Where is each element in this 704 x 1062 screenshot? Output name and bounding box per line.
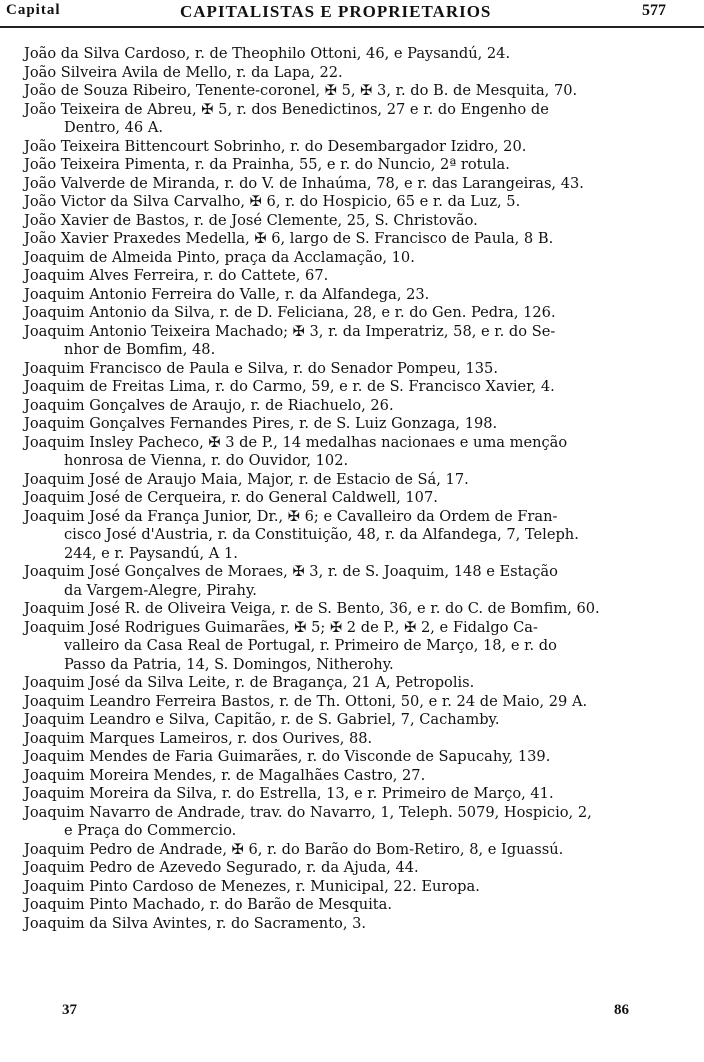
entry-continuation-line: Dentro, 46 A. — [64, 119, 164, 136]
signature-mark: 86 — [614, 1002, 629, 1018]
directory-entry — [24, 841, 674, 860]
directory-entry — [24, 508, 674, 564]
directory-entry — [24, 748, 674, 767]
entry-line: Joaquim Gonçalves de Araujo, r. de Riachuelo, 26. — [24, 396, 394, 414]
directory-entry — [24, 804, 674, 841]
directory-entry — [24, 859, 674, 878]
directory-entry — [24, 563, 674, 600]
directory-entry — [24, 193, 674, 212]
directory-entry — [24, 378, 674, 397]
entry-line: João da Silva Cardoso, r. de Theophilo Ottoni, 46, e Paysandú, 24. — [24, 45, 511, 62]
directory-entry — [24, 267, 674, 286]
page-number: 577 — [642, 2, 666, 19]
entry-line: Joaquim Antonio Teixeira Machado; ✠ 3, r. da Imperatriz, 58, e r. do Se- — [24, 322, 556, 340]
entry-line: Joaquim Francisco de Paula e Silva, r. do Senador Pompeu, 135. — [24, 359, 498, 377]
entry-line: João Teixeira de Abreu, ✠ 5, r. dos Benedictinos, 27 e r. do Engenho de — [24, 100, 549, 118]
directory-entry — [24, 230, 674, 249]
entry-line: Joaquim Antonio da Silva, r. de D. Feliciana, 28, e r. do Gen. Pedra, 126. — [24, 304, 556, 321]
entry-line: Joaquim José da Silva Leite, r. de Bragança, 21 A, Petropolis. — [24, 674, 475, 691]
entry-line: Joaquim de Almeida Pinto, praça da Acclamação, 10. — [24, 248, 415, 266]
entry-line: Joaquim José Gonçalves de Moraes, ✠ 3, r. de S. Joaquim, 148 e Estação — [24, 563, 558, 580]
entry-line: João Valverde de Miranda, r. do V. de Inhaúma, 78, e r. das Larangeiras, 43. — [24, 174, 584, 192]
directory-entry — [24, 360, 674, 379]
entry-line: João de Souza Ribeiro, Tenente-coronel, ✠ 5, ✠ 3, r. do B. de Mesquita, 70. — [24, 82, 578, 99]
entry-line: Joaquim Gonçalves Fernandes Pires, r. de S. Luiz Gonzaga, 198. — [24, 415, 498, 432]
entry-line: Joaquim Navarro de Andrade, trav. do Navarro, 1, Teleph. 5079, Hospicio, 2, — [24, 803, 592, 821]
page-footer — [0, 1002, 704, 1024]
directory-entry — [24, 785, 674, 804]
entry-line: Joaquim Alves Ferreira, r. do Cattete, 67. — [24, 267, 329, 284]
entry-line: Joaquim Mendes de Faria Guimarães, r. do Visconde de Sapucahy, 139. — [24, 748, 551, 765]
entry-continuation-line: valleiro da Casa Real de Portugal, r. Primeiro de Março, 18, e r. do — [64, 637, 557, 654]
directory-entry — [24, 249, 674, 268]
directory-entry — [24, 471, 674, 490]
directory-entry — [24, 896, 674, 915]
directory-entry — [24, 175, 674, 194]
directory-entry — [24, 156, 674, 175]
entry-line: Joaquim Moreira Mendes, r. de Magalhães Castro, 27. — [24, 766, 426, 784]
directory-entry — [24, 489, 674, 508]
directory-entry — [24, 82, 674, 101]
entry-line: Joaquim Antonio Ferreira do Valle, r. da Alfandega, 23. — [24, 285, 430, 303]
entry-line: Joaquim Leandro Ferreira Bastos, r. de Th. Ottoni, 50, e r. 24 de Maio, 29 A. — [24, 692, 588, 710]
entry-continuation-line: e Praça do Commercio. — [64, 822, 237, 839]
entry-line: João Teixeira Pimenta, r. da Prainha, 55, e r. do Nuncio, 2ª rotula. — [24, 156, 510, 173]
entry-line: Joaquim José de Cerqueira, r. do General Caldwell, 107. — [24, 489, 438, 506]
directory-entry — [24, 767, 674, 786]
entry-line: Joaquim Pedro de Azevedo Segurado, r. da Ajuda, 44. — [24, 859, 419, 876]
page-header — [0, 0, 704, 28]
entry-continuation-line: da Vargem-Alegre, Pirahy. — [64, 581, 257, 599]
entry-continuation-line: Passo da Patria, 14, S. Domingos, Nitherohy. — [64, 655, 394, 673]
entry-line: João Xavier Praxedes Medella, ✠ 6, largo de S. Francisco de Paula, 8 B. — [24, 230, 554, 247]
directory-entry — [24, 693, 674, 712]
directory-entry — [24, 138, 674, 157]
entry-line: Joaquim José Rodrigues Guimarães, ✠ 5; ✠ 2 de P., ✠ 2, e Fidalgo Ca- — [24, 618, 538, 636]
entry-line: Joaquim Pedro de Andrade, ✠ 6, r. do Barão do Bom-Retiro, 8, e Iguassú. — [24, 840, 564, 858]
entry-line: João Xavier de Bastos, r. de José Clemente, 25, S. Christovão. — [24, 211, 478, 229]
directory-entry — [24, 286, 674, 305]
directory-entry — [24, 730, 674, 749]
directory-entry — [24, 619, 674, 675]
directory-entries — [24, 45, 674, 933]
entry-line: Joaquim da Silva Avintes, r. do Sacramento, 3. — [24, 914, 367, 932]
entry-line: Joaquim de Freitas Lima, r. do Carmo, 59, e r. de S. Francisco Xavier, 4. — [24, 378, 555, 395]
directory-entry — [24, 915, 674, 934]
entry-line: Joaquim Pinto Cardoso de Menezes, r. Municipal, 22. Europa. — [24, 877, 480, 895]
directory-entry — [24, 212, 674, 231]
entry-continuation-line: 244, e r. Paysandú, A 1. — [64, 544, 238, 562]
entry-continuation-line: nhor de Bomfim, 48. — [64, 341, 216, 358]
header-section: Capital — [6, 2, 61, 18]
signature-number: 37 — [62, 1002, 77, 1018]
directory-entry — [24, 45, 674, 64]
directory-entry — [24, 711, 674, 730]
entry-line: Joaquim José da França Junior, Dr., ✠ 6; e Cavalleiro da Ordem de Fran- — [24, 507, 558, 525]
entry-line: Joaquim Insley Pacheco, ✠ 3 de P., 14 medalhas nacionaes e uma menção — [24, 433, 568, 451]
directory-entry — [24, 323, 674, 360]
entry-line: Joaquim José de Araujo Maia, Major, r. de Estacio de Sá, 17. — [24, 470, 469, 488]
entry-line: Joaquim Moreira da Silva, r. do Estrella, 13, e r. Primeiro de Março, 41. — [24, 785, 554, 802]
directory-entry — [24, 101, 674, 138]
directory-entry — [24, 878, 674, 897]
entry-continuation-line: honrosa de Vienna, r. do Ouvidor, 102. — [64, 452, 349, 469]
entry-line: Joaquim José R. de Oliveira Veiga, r. de S. Bento, 36, e r. do C. de Bomfim, 60. — [24, 600, 600, 617]
entry-line: João Teixeira Bittencourt Sobrinho, r. do Desembargador Izidro, 20. — [24, 137, 527, 155]
directory-entry — [24, 397, 674, 416]
entry-line: Joaquim Marques Lameiros, r. dos Ourives, 88. — [24, 729, 373, 747]
directory-entry — [24, 304, 674, 323]
entry-line: João Victor da Silva Carvalho, ✠ 6, r. do Hospicio, 65 e r. da Luz, 5. — [24, 193, 521, 210]
directory-entry — [24, 434, 674, 471]
entry-continuation-line: cisco José d'Austria, r. da Constituição, 48, r. da Alfandega, 7, Teleph. — [64, 526, 579, 543]
entry-line: Joaquim Pinto Machado, r. do Barão de Mesquita. — [24, 896, 392, 913]
directory-entry — [24, 415, 674, 434]
directory-entry — [24, 64, 674, 83]
entry-line: Joaquim Leandro e Silva, Capitão, r. de S. Gabriel, 7, Cachamby. — [24, 711, 500, 728]
directory-entry — [24, 600, 674, 619]
entry-line: João Silveira Avila de Mello, r. da Lapa, 22. — [24, 63, 343, 81]
directory-entry — [24, 674, 674, 693]
running-title: CAPITALISTAS E PROPRIETARIOS — [180, 2, 492, 21]
